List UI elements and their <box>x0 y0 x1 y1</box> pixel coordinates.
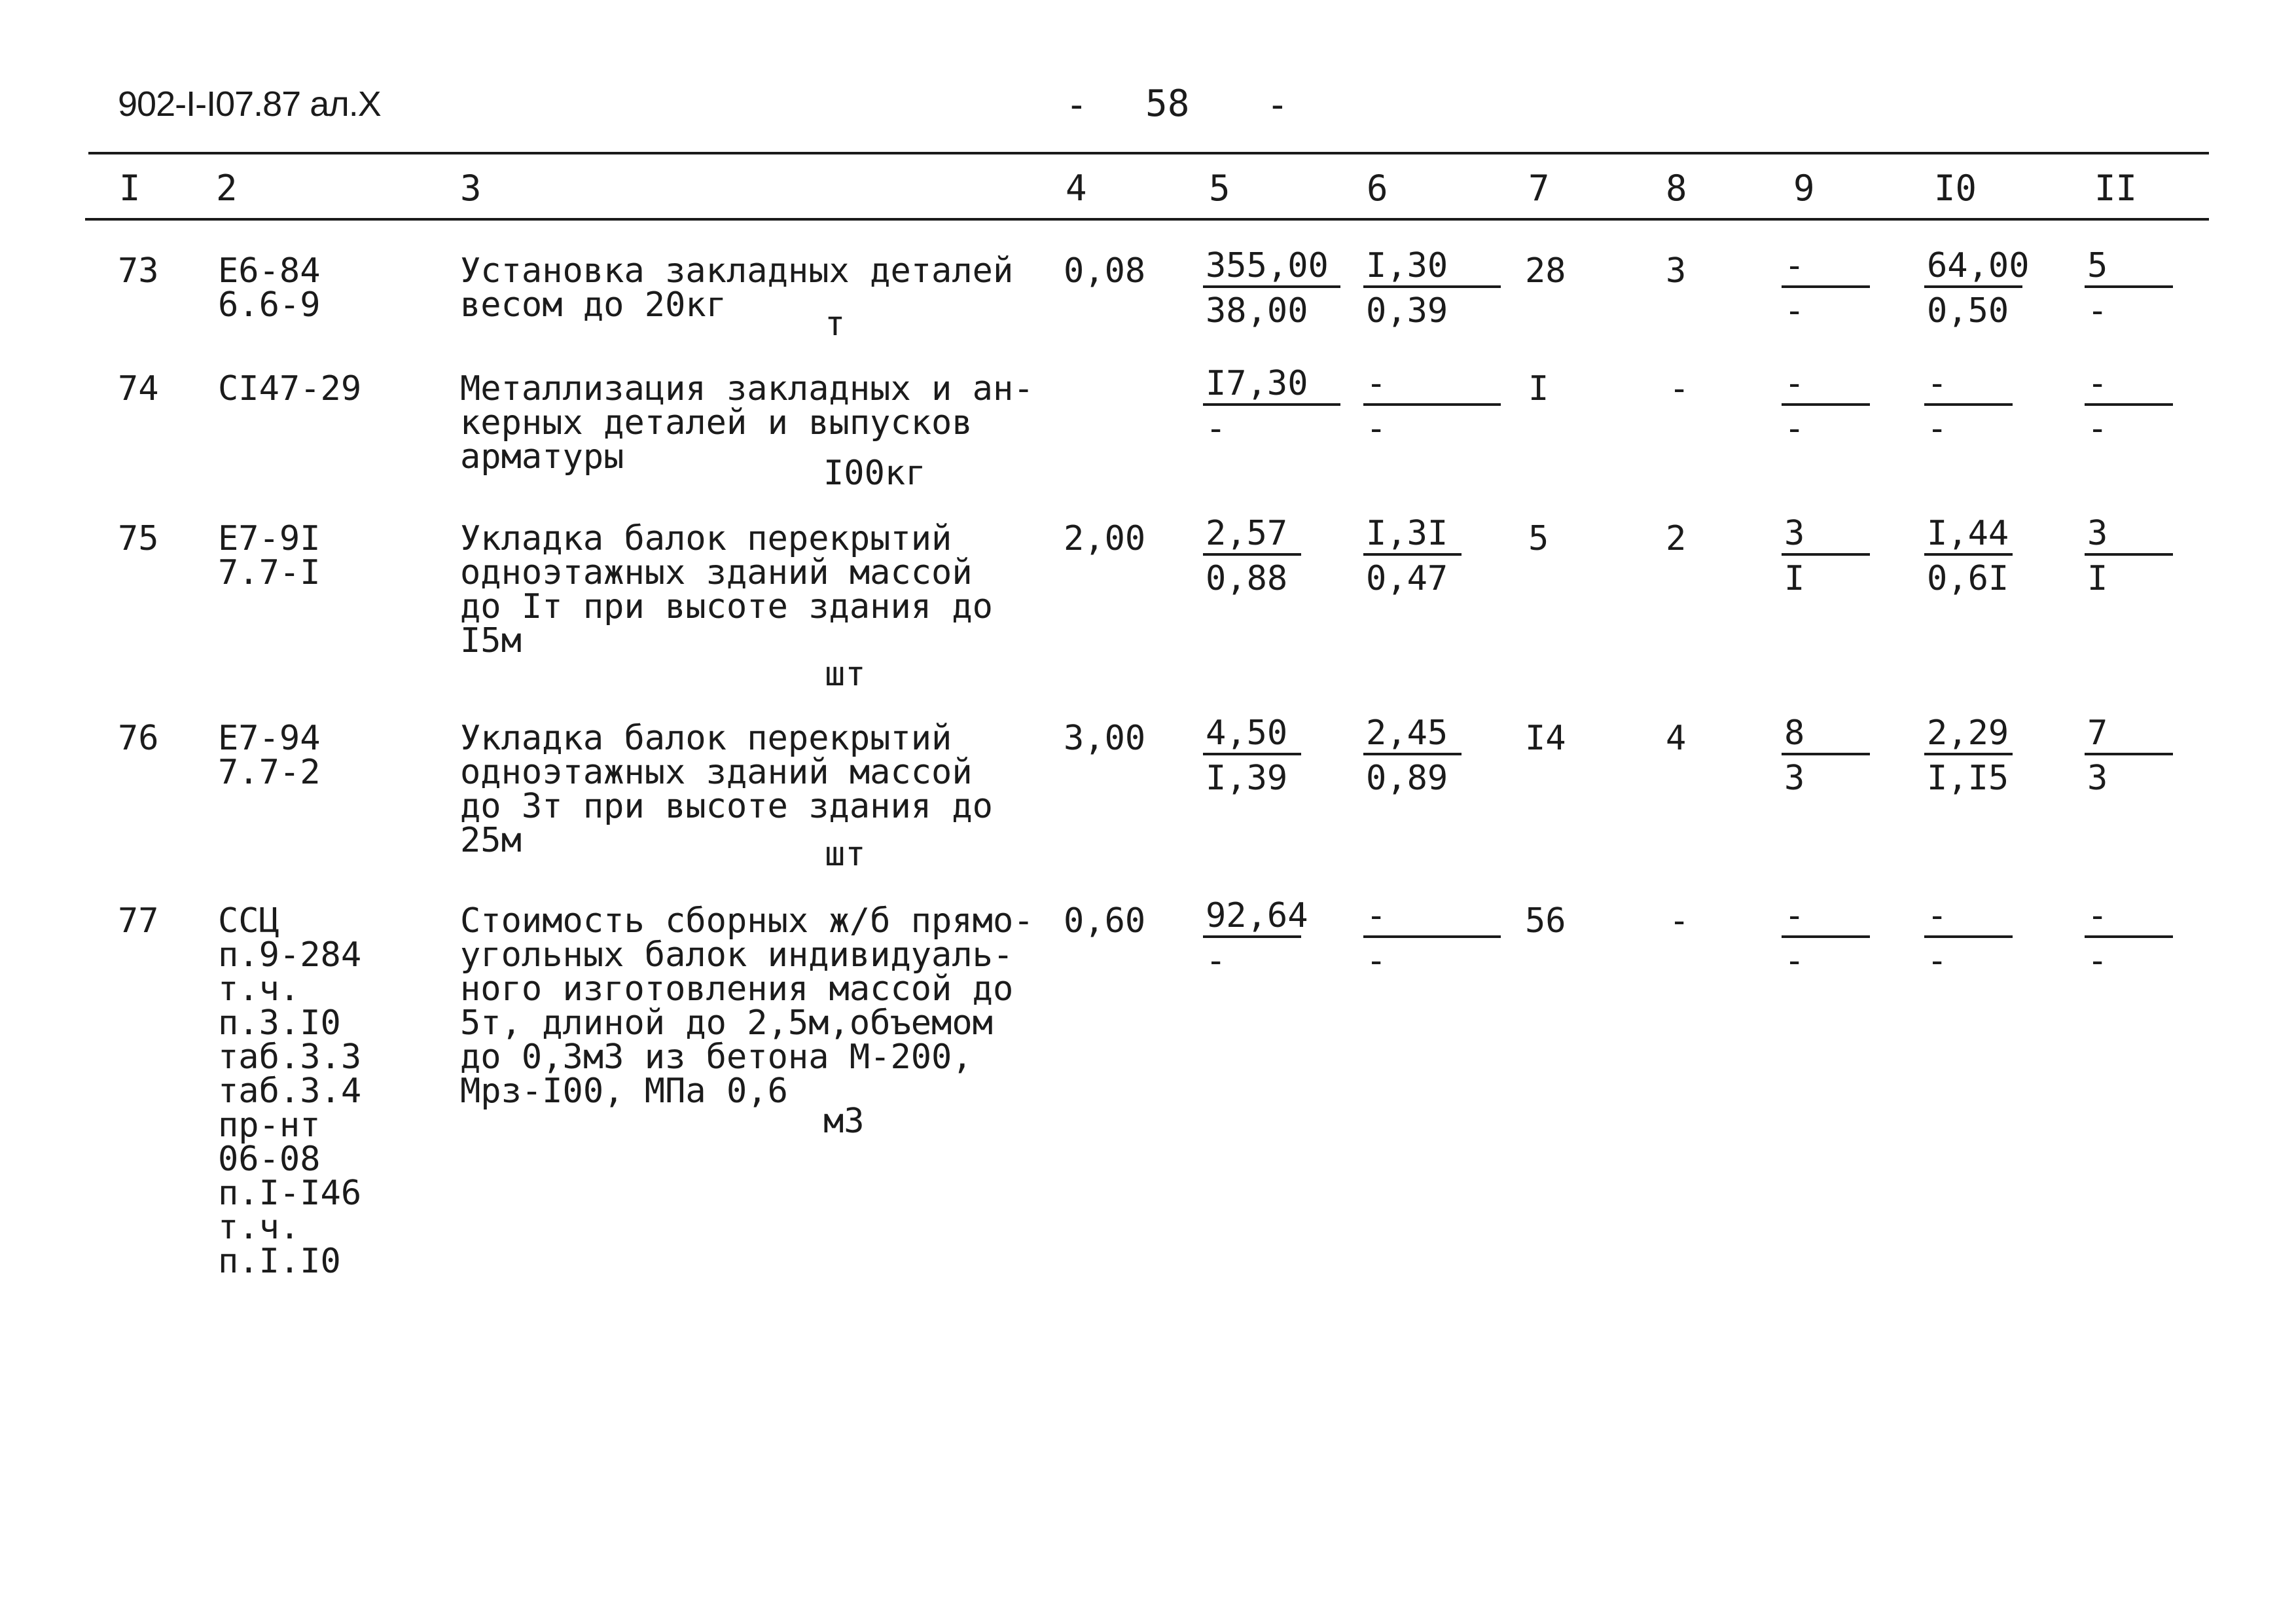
col10-fraction <box>1924 514 2013 602</box>
page-number-dash-right: - <box>1266 84 1289 126</box>
col5-top: 4,50 <box>1203 713 1301 755</box>
col5-bottom: 38,00 <box>1206 291 1308 331</box>
column-header-9: 9 <box>1793 168 1815 209</box>
norm-code: ССЦ п.9-284 т.ч. п.3.I0 таб.3.3 таб.3.4 пр-нт 06-08 п.I-I46 т.ч. п.I.I0 <box>218 901 362 1281</box>
work-description: Укладка балок перекрытий одноэтажных зданий массой до 3т при высоте здания до 25м <box>460 719 993 860</box>
col10-bottom: I,I5 <box>1927 759 2009 798</box>
page-number: 58 <box>1145 82 1190 125</box>
col11-bottom: 3 <box>2087 759 2108 798</box>
row-number: 74 <box>118 369 159 408</box>
column-header-3: 3 <box>460 168 482 209</box>
col8-value: 2 <box>1666 519 1687 558</box>
col11-bottom: - <box>2087 409 2108 448</box>
quantity: 2,00 <box>1064 519 1146 558</box>
col6-fraction <box>1363 713 1462 801</box>
col9-bottom: I <box>1784 559 1805 598</box>
col11-bottom: - <box>2087 291 2108 331</box>
col5-top: 2,57 <box>1203 514 1301 556</box>
col11-bottom: - <box>2087 941 2108 981</box>
column-header-6: 6 <box>1367 168 1388 209</box>
col10-bottom: - <box>1927 409 1948 448</box>
quantity: 0,60 <box>1064 901 1146 941</box>
norm-code: Е7-94 7.7-2 <box>218 719 321 792</box>
column-header-7: 7 <box>1528 168 1550 209</box>
norm-code: Е6-84 6.6-9 <box>218 251 321 325</box>
col10-fraction <box>1924 364 2013 452</box>
col7-value: 28 <box>1525 251 1566 291</box>
col11-fraction <box>2085 514 2173 602</box>
col10-bottom: - <box>1927 941 1948 981</box>
col11-top: 5 <box>2085 246 2173 288</box>
col9-top: - <box>1782 896 1870 938</box>
col5-fraction <box>1203 514 1301 602</box>
col6-bottom: 0,89 <box>1366 759 1448 798</box>
col9-bottom: - <box>1784 291 1805 331</box>
col9-fraction <box>1782 364 1870 452</box>
col6-top: I,3I <box>1363 514 1462 556</box>
measure-unit: I00кг <box>823 454 926 493</box>
row-number: 75 <box>118 519 159 558</box>
col7-value: I4 <box>1525 719 1566 758</box>
col5-top: 92,64 <box>1203 896 1301 938</box>
work-description: Металлизация закладных и ан- керных деталей и выпусков арматуры <box>460 369 1034 477</box>
col7-value: I <box>1528 369 1549 408</box>
col8-value: - <box>1669 369 1690 408</box>
col11-bottom: I <box>2087 559 2108 598</box>
col5-bottom: - <box>1206 409 1227 448</box>
col5-bottom: I,39 <box>1206 759 1288 798</box>
column-header-1: I <box>119 168 141 209</box>
col5-top: I7,30 <box>1203 364 1340 406</box>
col6-top: I,30 <box>1363 246 1501 288</box>
col10-fraction <box>1924 713 2013 801</box>
quantity: 0,08 <box>1064 251 1146 291</box>
col9-bottom: - <box>1784 941 1805 981</box>
col11-fraction <box>2085 713 2173 801</box>
column-header-2: 2 <box>216 168 238 209</box>
col11-top: - <box>2085 364 2173 406</box>
col5-fraction <box>1203 896 1308 984</box>
col5-fraction <box>1203 713 1301 801</box>
col9-fraction <box>1782 896 1870 984</box>
col10-fraction <box>1924 246 2030 334</box>
col6-bottom: - <box>1366 941 1387 981</box>
col5-top: 355,00 <box>1203 246 1340 288</box>
page-number-dash-left: - <box>1066 84 1088 126</box>
quantity: 3,00 <box>1064 719 1146 758</box>
col11-top: - <box>2085 896 2173 938</box>
column-header-4: 4 <box>1066 168 1087 209</box>
norm-code: Е7-9I 7.7-I <box>218 519 321 592</box>
col11-top: 7 <box>2085 713 2173 755</box>
col6-fraction <box>1363 896 1501 984</box>
row-number: 77 <box>118 901 159 941</box>
col6-fraction <box>1363 514 1462 602</box>
col10-top: 64,00 <box>1924 246 2022 288</box>
col8-value: - <box>1669 901 1690 941</box>
work-description: Установка закладных деталей весом до 20кг <box>460 251 1014 325</box>
column-header-10: I0 <box>1934 168 1977 209</box>
col9-fraction <box>1782 713 1870 801</box>
col8-value: 4 <box>1666 719 1687 758</box>
table-header-rule <box>85 218 2209 221</box>
col8-value: 3 <box>1666 251 1687 291</box>
measure-unit: шт <box>825 655 866 694</box>
col11-fraction <box>2085 896 2173 984</box>
col11-fraction <box>2085 246 2173 334</box>
row-number: 73 <box>118 251 159 291</box>
col9-top: 3 <box>1782 514 1870 556</box>
column-header-11: II <box>2094 168 2138 209</box>
col10-bottom: 0,6I <box>1927 559 2009 598</box>
document-code: 902-I-I07.87 ал.X <box>118 84 381 124</box>
col10-fraction <box>1924 896 2013 984</box>
column-header-8: 8 <box>1666 168 1687 209</box>
col5-bottom: 0,88 <box>1206 559 1288 598</box>
col7-value: 5 <box>1528 519 1549 558</box>
col6-top: - <box>1363 364 1501 406</box>
measure-unit: т <box>825 304 846 344</box>
col5-fraction <box>1203 364 1340 452</box>
col6-top: - <box>1363 896 1501 938</box>
col11-top: 3 <box>2085 514 2173 556</box>
col7-value: 56 <box>1525 901 1566 941</box>
column-header-5: 5 <box>1209 168 1230 209</box>
row-number: 76 <box>118 719 159 758</box>
col9-fraction <box>1782 246 1870 334</box>
col6-fraction <box>1363 364 1501 452</box>
col9-top: - <box>1782 364 1870 406</box>
col6-bottom: 0,39 <box>1366 291 1448 331</box>
col6-bottom: 0,47 <box>1366 559 1448 598</box>
col10-bottom: 0,50 <box>1927 291 2009 331</box>
norm-code: CI47-29 <box>218 369 362 408</box>
col10-top: I,44 <box>1924 514 2013 556</box>
col11-fraction <box>2085 364 2173 452</box>
col10-top: - <box>1924 364 2013 406</box>
col6-fraction <box>1363 246 1501 334</box>
measure-unit: шт <box>825 835 866 874</box>
col5-bottom: - <box>1206 941 1227 981</box>
measure-unit: м3 <box>823 1102 865 1141</box>
col5-fraction <box>1203 246 1340 334</box>
col6-bottom: - <box>1366 409 1387 448</box>
col10-top: 2,29 <box>1924 713 2013 755</box>
col9-fraction <box>1782 514 1870 602</box>
col9-bottom: 3 <box>1784 759 1805 798</box>
table-top-rule <box>88 152 2209 154</box>
work-description: Укладка балок перекрытий одноэтажных зданий массой до Iт при высоте здания до I5м <box>460 519 993 660</box>
col6-top: 2,45 <box>1363 713 1462 755</box>
col10-top: - <box>1924 896 2013 938</box>
work-description: Стоимость сборных ж/б прямо- угольных балок индивидуаль- ного изготовления массой до 5т, длиной до 2,5м,объемом до 0,3м3 из бетона М-200, Мрз-I00, МПа 0,6 <box>460 901 1034 1111</box>
col9-top: - <box>1782 246 1870 288</box>
col9-top: 8 <box>1782 713 1870 755</box>
col9-bottom: - <box>1784 409 1805 448</box>
